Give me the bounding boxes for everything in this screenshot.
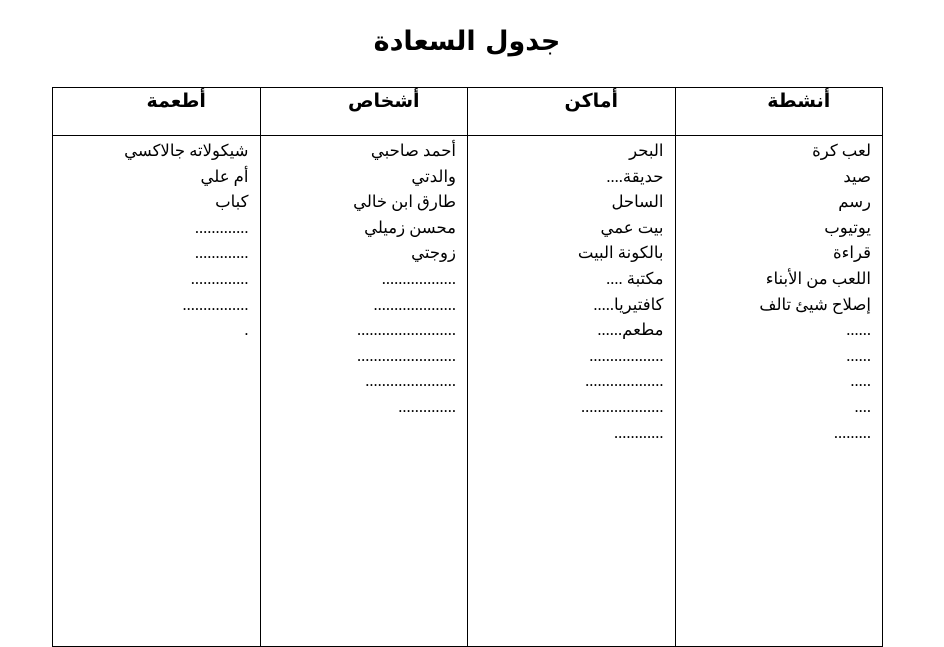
list-item: .................. xyxy=(381,268,456,288)
people-list xyxy=(267,136,457,420)
foods-list xyxy=(59,136,249,343)
list-item: بيت عمي xyxy=(600,217,664,237)
column-foods xyxy=(53,136,261,647)
list-item: .................... xyxy=(581,396,664,416)
list-item: .............. xyxy=(190,268,249,288)
column-activities xyxy=(675,136,883,647)
list-item: أم علي xyxy=(200,166,249,186)
list-item: الساحل xyxy=(611,192,664,212)
list-item: ................ xyxy=(182,294,249,314)
list-item: مكتبة .... xyxy=(606,268,664,288)
list-item: ...... xyxy=(846,345,871,365)
list-item: زوجتي xyxy=(411,243,456,263)
list-item: قراءة xyxy=(833,243,871,263)
table-header-row xyxy=(53,88,883,136)
header-label: أشخاص xyxy=(347,90,420,112)
list-item: لعب كرة xyxy=(812,141,871,160)
list-item: اللعب من الأبناء xyxy=(765,268,871,288)
header-label: أطعمة xyxy=(146,90,206,112)
list-item: شيكولاته جالاكسي xyxy=(124,141,249,160)
header-people xyxy=(260,88,468,136)
list-item: أحمد صاحبي xyxy=(370,141,456,160)
header-label: أماكن xyxy=(564,90,619,112)
list-item: ......... xyxy=(833,422,871,442)
list-item: ............ xyxy=(614,422,664,442)
list-item: ............. xyxy=(194,243,249,263)
header-foods xyxy=(53,88,261,136)
list-item: رسم xyxy=(838,192,871,212)
list-item: حديقة.... xyxy=(606,166,664,186)
list-item: . xyxy=(244,320,249,340)
list-item: ..... xyxy=(850,371,871,391)
list-item: محسن زميلي xyxy=(364,217,456,237)
header-places xyxy=(468,88,676,136)
column-places xyxy=(468,136,676,647)
list-item: بالكونة البيت xyxy=(577,243,664,263)
list-item: ............. xyxy=(194,217,249,237)
header-activities xyxy=(675,88,883,136)
list-item: .................. xyxy=(589,345,664,365)
list-item: ........................ xyxy=(357,320,456,340)
list-item: يوتيوب xyxy=(824,217,871,237)
list-item: البحر xyxy=(629,141,664,160)
list-item: ........................ xyxy=(357,345,456,365)
header-label: أنشطة xyxy=(767,90,831,112)
list-item: والدتي xyxy=(411,166,456,186)
page-title: جدول السعادة xyxy=(373,26,561,57)
list-item: صيد xyxy=(843,166,871,186)
happiness-table xyxy=(52,87,883,647)
list-item: ...... xyxy=(846,320,871,340)
list-item: إصلاح شيئ تالف xyxy=(759,294,871,314)
list-item: ...................... xyxy=(365,371,456,391)
list-item: .... xyxy=(854,396,871,416)
activities-list xyxy=(682,136,872,445)
list-item: .................... xyxy=(373,294,456,314)
table-body-row xyxy=(53,136,883,647)
list-item: .............. xyxy=(398,396,456,416)
list-item: ................... xyxy=(585,371,664,391)
list-item: مطعم...... xyxy=(597,320,664,340)
list-item: طارق ابن خالي xyxy=(353,192,456,212)
list-item: كافتيريا..... xyxy=(593,294,664,314)
places-list xyxy=(474,136,664,445)
column-people xyxy=(260,136,468,647)
list-item: كباب xyxy=(215,192,249,212)
